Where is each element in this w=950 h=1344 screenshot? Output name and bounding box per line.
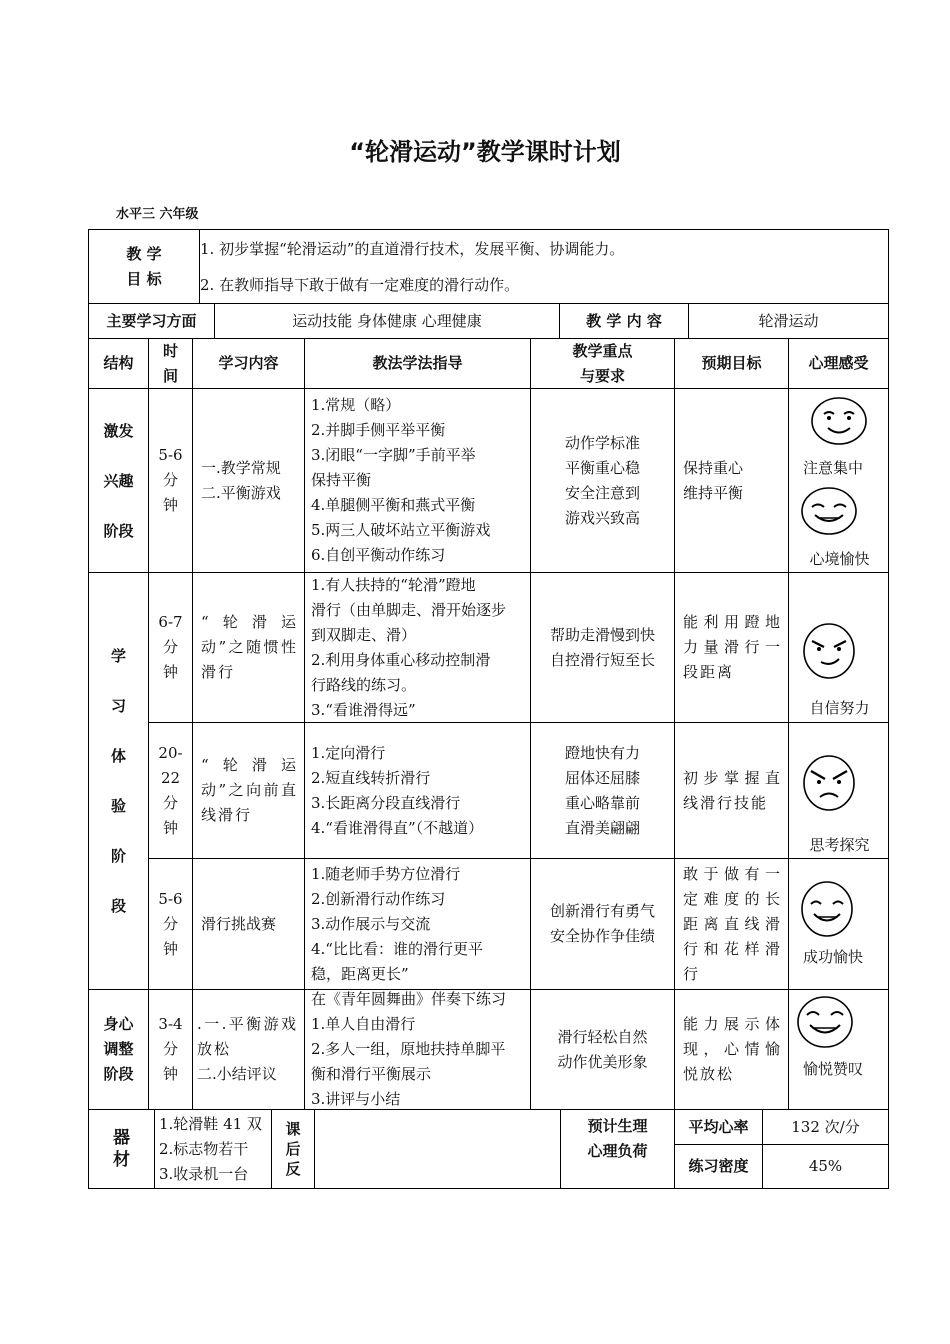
row5-time: 3-4 分 钟 bbox=[148, 989, 193, 1110]
reflection-content bbox=[314, 1109, 561, 1189]
grade-level: 水平三 六年级 bbox=[116, 207, 199, 222]
row5-key: 滑行轻松自然 动作优美形象 bbox=[530, 989, 675, 1110]
load-label: 预计生理 心理负荷 bbox=[560, 1109, 675, 1189]
row5-feeling bbox=[788, 989, 889, 1110]
aspects-value: 运动技能 身体健康 心理健康 bbox=[214, 303, 560, 339]
row4-time: 5-6 分 钟 bbox=[148, 858, 193, 990]
row2-feeling bbox=[788, 572, 889, 723]
row5-content: .一.平衡游戏放松 二.小结评议 bbox=[192, 989, 305, 1110]
row5-method: 在《青年圆舞曲》伴奏下练习 1.单人自由滑行 2.多人一组，原地扶持单脚平 衡和滑行平衡展示 3.讲评与小结 bbox=[304, 989, 531, 1110]
row1-key: 动作学标准 平衡重心稳 安全注意到 游戏兴致高 bbox=[530, 388, 675, 573]
stage-experience: 学 习 体 验 阶 段 bbox=[88, 572, 149, 990]
row2-time: 6-7 分 钟 bbox=[148, 572, 193, 723]
row2-content: “轮滑运动”之随惯性滑行 bbox=[192, 572, 305, 723]
header-content: 学习内容 bbox=[192, 338, 305, 389]
aspects-label: 主要学习方面 bbox=[88, 303, 215, 339]
row3-key: 蹬地快有力 屈体还屈膝 重心略靠前 直滑美翩翩 bbox=[530, 722, 675, 859]
row4-content: 滑行挑战赛 bbox=[192, 858, 305, 990]
row3-content: “轮滑运动”之向前直线滑行 bbox=[192, 722, 305, 859]
density-label: 练习密度 bbox=[674, 1144, 763, 1189]
frown-face-icon bbox=[801, 753, 857, 813]
header-time: 时 间 bbox=[148, 338, 193, 389]
content-label: 教 学 内 容 bbox=[559, 303, 689, 339]
row3-method: 1.定向滑行 2.短直线转折滑行 3.长距离分段直线滑行 4.“看谁滑得直”（不越道） bbox=[304, 722, 531, 859]
feeling-label: 心境愉快 bbox=[809, 550, 870, 568]
heart-rate-label: 平均心率 bbox=[674, 1109, 763, 1145]
row1-method: 1.常规（略） 2.并脚手侧平举平衡 3.闭眼“一字脚”手前平举 保持平衡 4.单腿侧平衡和燕式平衡 5.两三人破坏站立平衡游戏 6.自创平衡动作练习 bbox=[304, 388, 531, 573]
row4-target: 敢于做有一定难度的长距离直线滑行和花样滑行 bbox=[674, 858, 789, 990]
row4-feeling bbox=[788, 858, 889, 990]
stage-adjust: 身心 调整 阶段 bbox=[88, 989, 149, 1110]
row1-time: 5-6 分 钟 bbox=[148, 388, 193, 573]
header-method: 教法学法指导 bbox=[304, 338, 531, 389]
grin-face-icon bbox=[799, 485, 859, 537]
stage-interest: 激发 兴趣 阶段 bbox=[88, 388, 149, 573]
header-target: 预期目标 bbox=[674, 338, 789, 389]
goals-list bbox=[199, 229, 889, 304]
goals-label: 教 学 目 标 bbox=[88, 229, 200, 304]
goal-item: 2. 在教师指导下敢于做有一定难度的滑行动作。 bbox=[200, 275, 520, 294]
happy-face-icon bbox=[799, 879, 855, 939]
row3-time: 20- 22 分 钟 bbox=[148, 722, 193, 859]
lesson-plan-table bbox=[88, 229, 889, 1189]
row2-method: 1.有人扶持的“轮滑”蹬地 滑行（由单脚走、滑开始逐步 到双脚走、滑） 2.利用身体重心移动控制滑 行路线的练习。 3.“看谁滑得远” bbox=[304, 572, 531, 723]
feeling-label: 自信努力 bbox=[809, 699, 870, 717]
row3-target: 初步掌握直线滑行技能 bbox=[674, 722, 789, 859]
row3-feeling bbox=[788, 722, 889, 859]
row4-key: 创新滑行有勇气 安全协作争佳绩 bbox=[530, 858, 675, 990]
reflection-label: 课 后 反 bbox=[271, 1109, 315, 1189]
row1-target: 保持重心 维持平衡 bbox=[674, 388, 789, 573]
delighted-face-icon bbox=[795, 994, 855, 1050]
feeling-label: 愉悦赞叹 bbox=[802, 1060, 863, 1078]
header-key: 教学重点 与要求 bbox=[530, 338, 675, 389]
feeling-label: 成功愉快 bbox=[802, 948, 863, 966]
header-feeling: 心理感受 bbox=[788, 338, 889, 389]
density-value: 45% bbox=[762, 1144, 889, 1189]
goal-item: 1. 初步掌握“轮滑运动”的直道滑行技术，发展平衡、协调能力。 bbox=[200, 239, 625, 258]
row2-key: 帮助走滑慢到快 自控滑行短至长 bbox=[530, 572, 675, 723]
header-structure: 结构 bbox=[88, 338, 149, 389]
row2-target: 能利用蹬地力量滑行一段距离 bbox=[674, 572, 789, 723]
row4-method: 1.随老师手势方位滑行 2.创新滑行动作练习 3.动作展示与交流 4.“比比看：谁的滑行更平 稳，距离更长” bbox=[304, 858, 531, 990]
determined-face-icon bbox=[801, 621, 857, 681]
equipment-label: 器 材 bbox=[88, 1109, 155, 1189]
feeling-label: 注意集中 bbox=[802, 459, 863, 477]
content-value: 轮滑运动 bbox=[688, 303, 889, 339]
row1-feeling bbox=[788, 388, 889, 573]
row1-content: 一.教学常规 二.平衡游戏 bbox=[192, 388, 305, 573]
row5-target: 能力展示体现，心情愉悦放松 bbox=[674, 989, 789, 1110]
page-title: “轮滑运动”教学课时计划 bbox=[349, 138, 621, 166]
heart-rate-value: 132 次/分 bbox=[762, 1109, 889, 1145]
feeling-label: 思考探究 bbox=[809, 836, 870, 854]
smile-face-icon bbox=[809, 395, 869, 447]
equipment-list: 1.轮滑鞋 41 双 2.标志物若干 3.收录机一台 bbox=[154, 1109, 272, 1189]
